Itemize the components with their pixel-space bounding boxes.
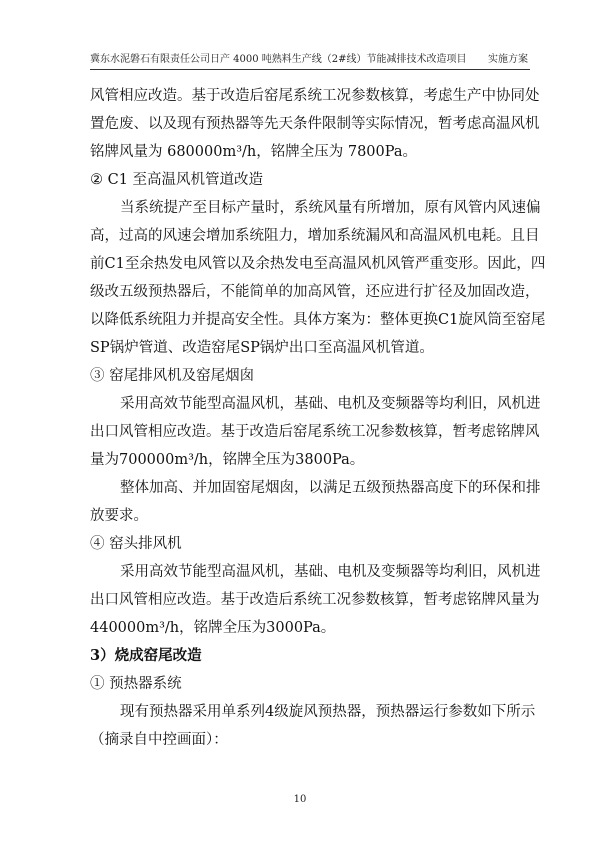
header-label: 实施方案 [488, 54, 528, 65]
paragraph-line: 高，过高的风速会增加系统阻力，增加系统漏风和高温风机电耗。且目 [90, 228, 540, 244]
section-heading: ③ 窑尾排风机及窑尾烟囱 [90, 368, 255, 384]
paragraph-line: 采用高效节能型高温风机，基础、电机及变频器等均利旧，风机进 [120, 396, 541, 412]
section-heading: ① 预热器系统 [90, 676, 182, 692]
paragraph-line: 量为700000m³/h，铭牌全压为3800Pa。 [90, 452, 365, 468]
section-heading: ② C1 至高温风机管道改造 [90, 172, 264, 188]
header-title: 冀东水泥磐石有限责任公司日产 4000 吨熟料生产线（2#线）节能减排技术改造项目 [90, 54, 467, 65]
paragraph-line: 当系统提产至目标产量时，系统风量有所增加，原有风管内风速偏 [120, 200, 541, 216]
paragraph-line: 放要求。 [90, 508, 148, 524]
paragraph-line: 风管相应改造。基于改造后窑尾系统工况参数核算，考虑生产中协同处 [90, 88, 540, 104]
paragraph-line: 以降低系统阻力并提高安全性。具体方案为：整体更换C1旋风筒至窑尾 [90, 312, 546, 328]
page-number: 10 [293, 794, 307, 805]
section-heading: ④ 窑头排风机 [90, 536, 182, 552]
paragraph-line: 现有预热器采用单系列4级旋风预热器，预热器运行参数如下所示 [120, 704, 536, 720]
paragraph-line: 440000m³/h，铭牌全压为3000Pa。 [90, 620, 336, 636]
paragraph-line: 采用高效节能型高温风机，基础、电机及变频器等均利旧，风机进 [120, 564, 541, 580]
header-divider [90, 69, 530, 70]
paragraph-line: 铭牌风量为 680000m³/h，铭牌全压为 7800Pa。 [90, 144, 418, 160]
paragraph-line: SP锅炉管道、改造窑尾SP锅炉出口至高温风机管道。 [90, 340, 434, 356]
body-text [90, 82, 546, 754]
paragraph-line: 级改五级预热器后，不能简单的加高风管，还应进行扩径及加固改造， [90, 284, 540, 300]
paragraph-line: （摘录自中控画面）： [90, 732, 228, 748]
page-header [90, 50, 530, 70]
paragraph-line: 置危废、以及现有预热器等先天条件限制等实际情况，暂考虑高温风机 [90, 116, 540, 132]
paragraph-line: 出口风管相应改造。基于改造后系统工况参数核算，暂考虑铭牌风量为 [90, 592, 540, 608]
paragraph-line: 出口风管相应改造。基于改造后窑尾系统工况参数核算，暂考虑铭牌风 [90, 424, 540, 440]
paragraph-line: 整体加高、并加固窑尾烟囱，以满足五级预热器高度下的环保和排 [120, 480, 541, 496]
paragraph-line: 前C1至余热发电风管以及余热发电至高温风机风管严重变形。因此，四 [90, 256, 546, 272]
section-heading-bold: 3）烧成窑尾改造 [90, 647, 202, 664]
